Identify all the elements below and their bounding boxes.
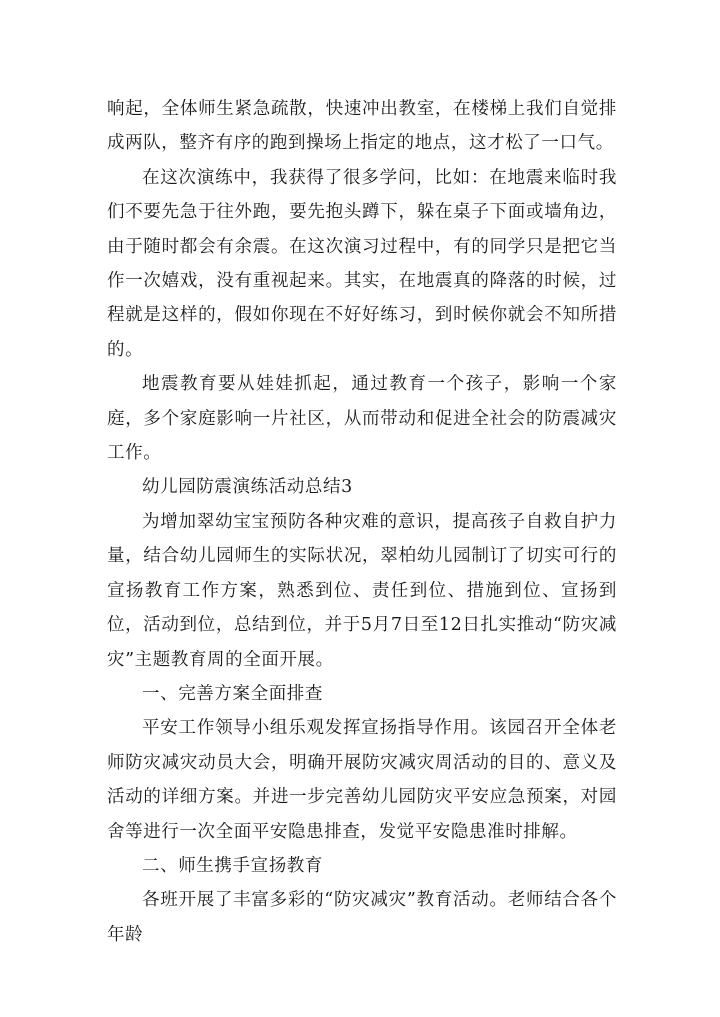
- paragraph-kindergarten-plan: 为增加翠幼宝宝预防各种灾难的意识，提高孩子自救自护力量，结合幼儿园师生的实际状况，翠柏幼儿园制订了切实可行的宣扬教育工作方案，熟悉到位、责任到位、措施到位、宣扬到位，活动到位，总结到位，并于5月7日至12日扎实推动“防灾减灾”主题教育周的全面开展。: [107, 511, 617, 670]
- paragraph-safety-leadership: 平安工作领导小组乐观发挥宣扬指导作用。该园召开全体老师防灾减灾动员大会，明确开展防灾减灾周活动的目的、意义及活动的详细方案。并进一步完善幼儿园防灾平安应急预案，对园舍等进行一次全面平安隐患排查，发觉平安隐患准时排解。: [107, 718, 617, 842]
- paragraph-evacuation: 响起，全体师生紧急疏散，快速冲出教室，在楼梯上我们自觉排成两队，整齐有序的跑到操场上指定的地点，这才松了一口气。: [107, 99, 617, 154]
- section-heading-teacher-student-education: 二、师生携手宣扬教育: [142, 855, 323, 876]
- paragraph-earthquake-education: 地震教育要从娃娃抓起，通过教育一个孩子，影响一个家庭，多个家庭影响一片社区，从而带动和促进全社会的防震减灾工作。: [107, 374, 617, 464]
- paragraph-lessons-learned: 在这次演练中，我获得了很多学问，比如：在地震来临时我们不要先急于往外跑，要先抱头蹲下，躲在桌子下面或墙角边，由于随时都会有余震。在这次演习过程中，有的同学只是把它当作一次嬉戏，没有重视起来。其实，在地震真的降落的时候，过程就是这样的，假如你现在不好好练习，到时候你就会不知所措的。: [107, 167, 617, 360]
- paragraph-class-activities: 各班开展了丰富多彩的“防灾减灾”教育活动。老师结合各个年龄: [107, 890, 617, 945]
- section-heading-plan-inspection: 一、完善方案全面排查: [142, 683, 323, 704]
- document-body: [107, 92, 617, 952]
- section-title-summary-3: 幼儿园防震演练活动总结3: [142, 477, 353, 498]
